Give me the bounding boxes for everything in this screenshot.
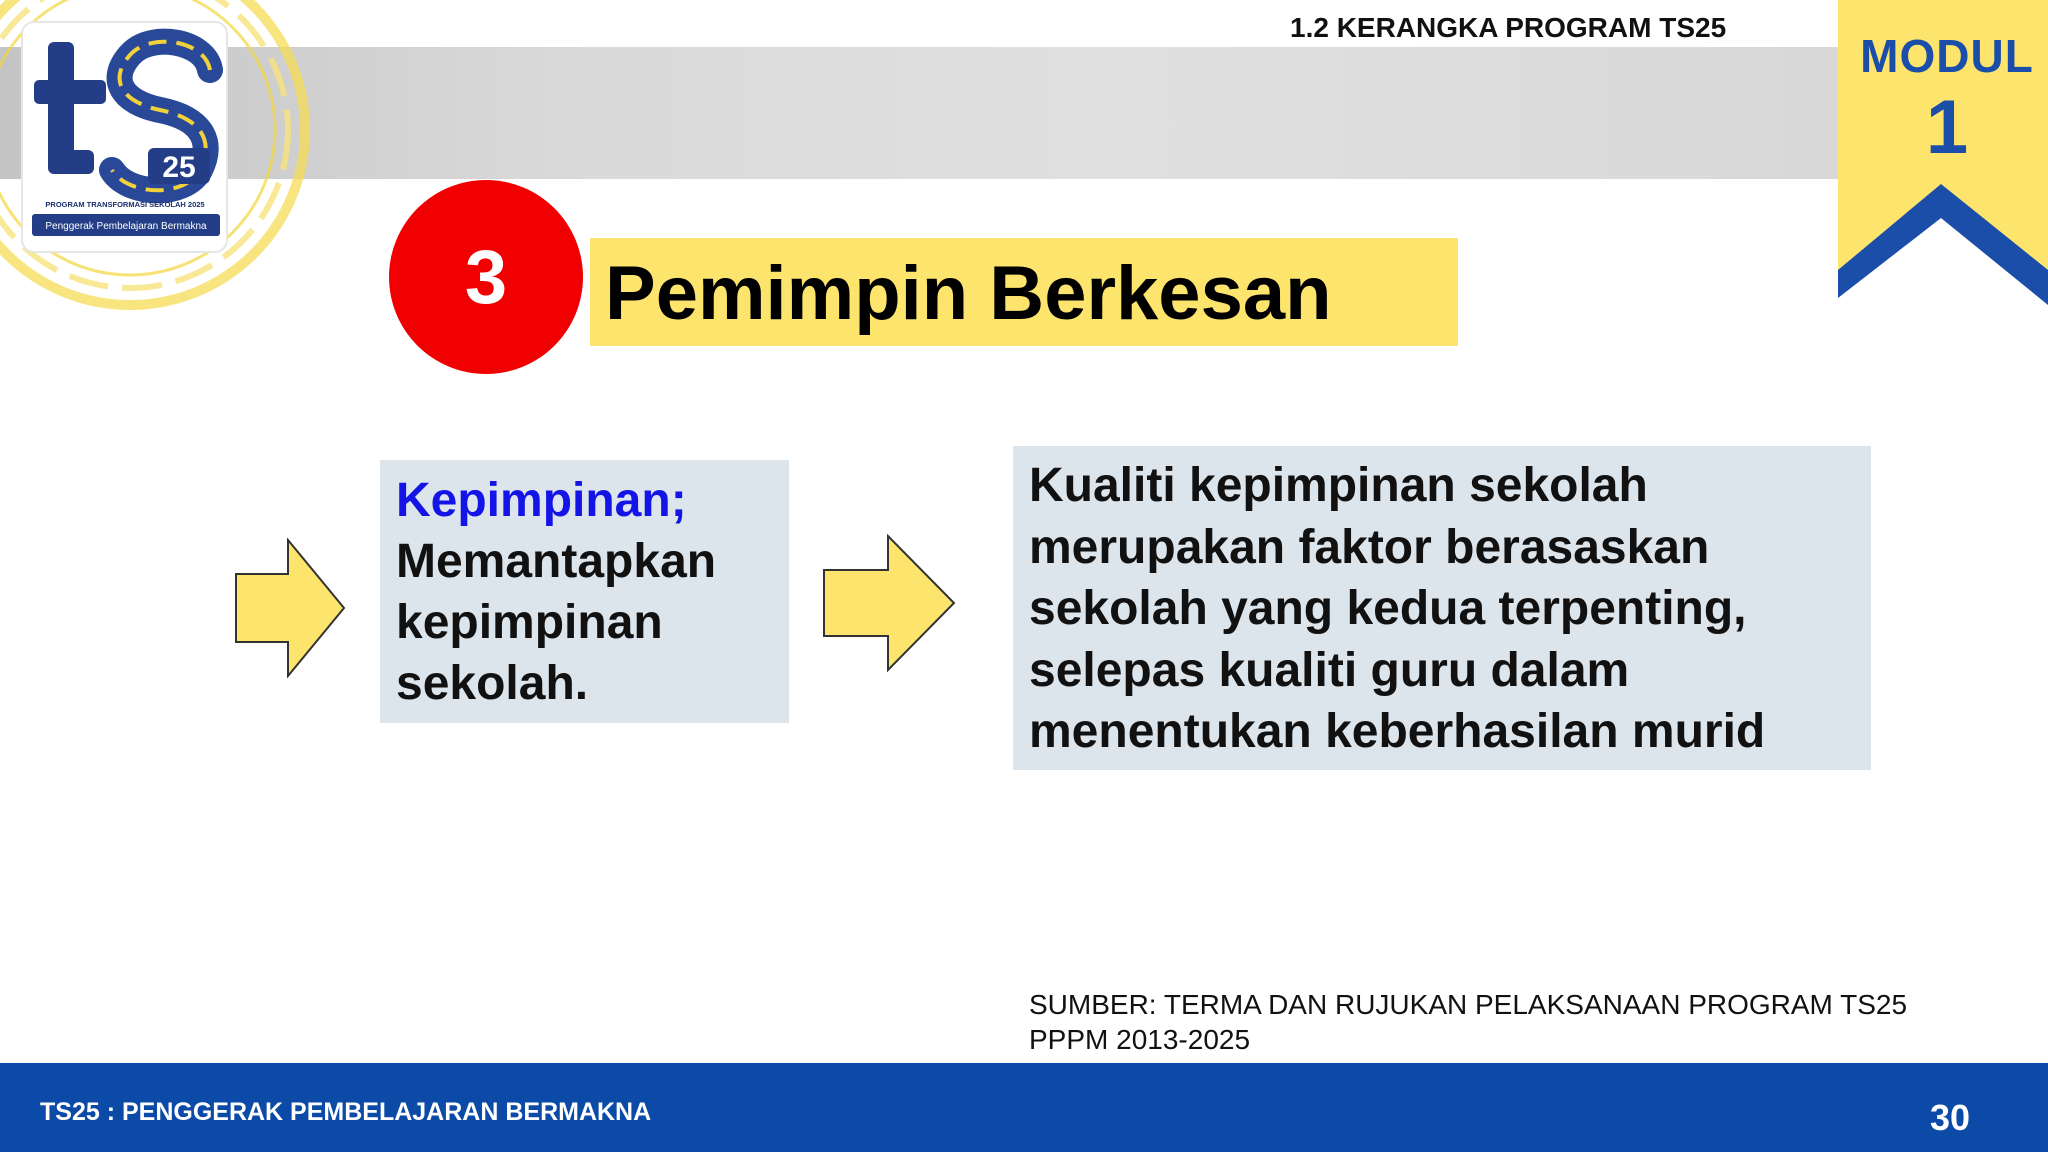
description-text	[1029, 455, 1869, 765]
module-label: MODUL	[1860, 30, 2034, 82]
right-arrow-icon	[234, 538, 346, 678]
description-line: selepas kualiti guru dalam	[1029, 643, 1630, 697]
source-line: SUMBER: TERMA DAN RUJUKAN PELAKSANAAN PROGRAM TS25	[1029, 989, 1908, 1020]
source-line: PPPM 2013-2025	[1029, 1024, 1251, 1055]
svg-text:Penggerak Pembelajaran Bermakn: Penggerak Pembelajaran Bermakna	[45, 221, 207, 232]
description-line: Kualiti kepimpinan sekolah	[1029, 459, 1648, 512]
description-line: sekolah yang kedua terpenting,	[1029, 582, 1747, 635]
description-line: merupakan faktor berasaskan	[1029, 520, 1710, 574]
focus-highlight: Kepimpinan;	[396, 474, 687, 527]
focus-text	[396, 470, 786, 720]
focus-line: kepimpinan	[396, 596, 663, 649]
ts25-logo	[0, 0, 330, 330]
svg-text:PROGRAM TRANSFORMASI SEKOLAH 2: PROGRAM TRANSFORMASI SEKOLAH 2025	[45, 200, 205, 209]
focus-line: Memantapkan	[396, 535, 717, 588]
page-number: 30	[1929, 1097, 1970, 1138]
source-note	[1029, 987, 2029, 1057]
topic-number-badge: 3	[389, 180, 583, 374]
description-line: menentukan keberhasilan murid	[1029, 705, 1766, 758]
svg-text:25: 25	[162, 151, 196, 184]
section-title: 1.2 KERANGKA PROGRAM TS25	[1290, 12, 1727, 43]
module-number: 1	[1925, 85, 1969, 170]
page-title: Pemimpin Berkesan	[605, 251, 1332, 336]
focus-line: sekolah.	[396, 657, 589, 710]
right-arrow-icon	[822, 534, 956, 672]
footer-title: TS25 : PENGGERAK PEMBELAJARAN BERMAKNA	[40, 1098, 652, 1126]
